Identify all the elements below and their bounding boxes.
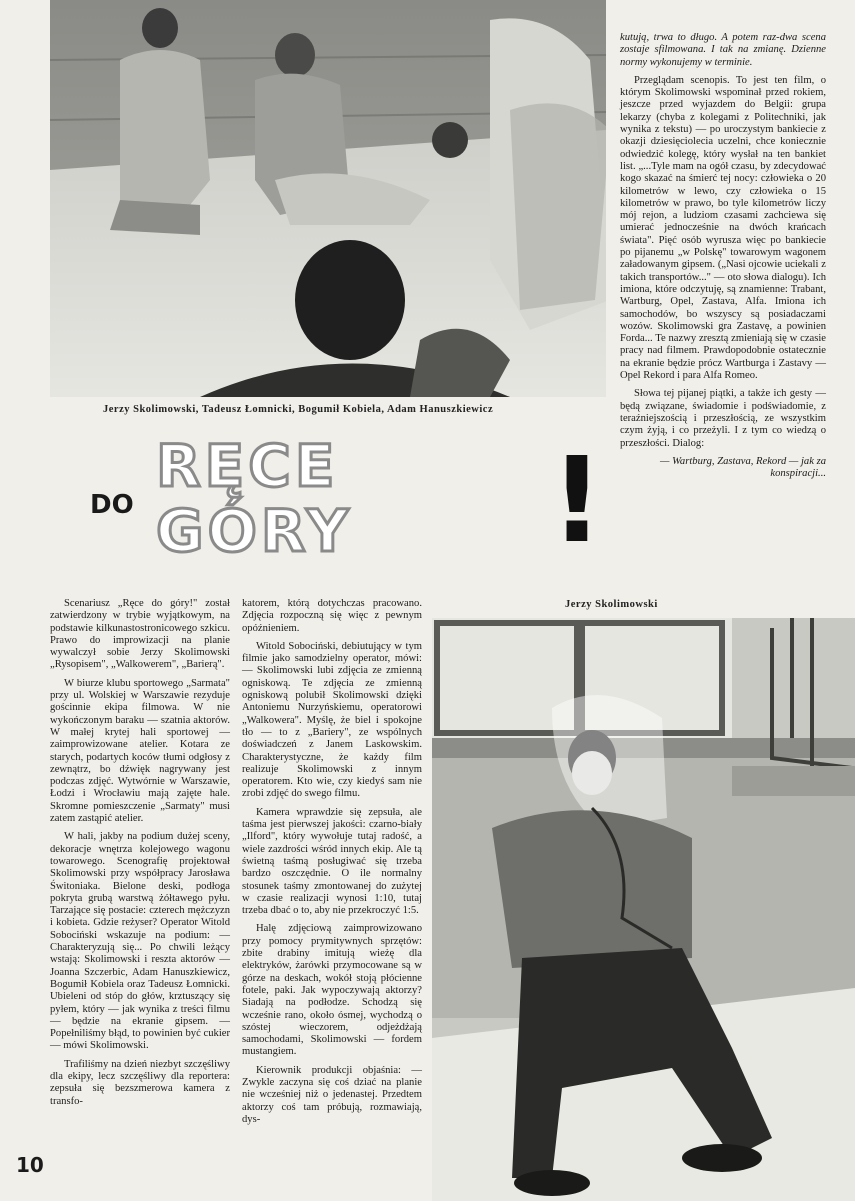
page-number: 10: [16, 1153, 44, 1177]
title-connector: DO: [90, 490, 134, 520]
col1-para-3: W hali, jakby na podium dużej sceny, dekoracje wnętrza kolejowego wagonu towarowego. Scenografię projektował Skolimowski przy współpracy Jarosława Świtoniaka. Bielone deski, podłoga pokryta grubą warstwą żółtawego pyłu. Tarzające się postacie: czterech mężczyzn i kobieta. Gdzie reżyser? Operator Witold Sobociński wskazuje na podium: — Charakteryzują się... Po chwili leżący wstają: Skolimowski i reszta aktorów — Joanna Szczerbic, Adam Hanuszkiewicz, Bogumił Kobiela oraz Tadeusz Łomnicki. Ubieleni od stóp do głów, krztuszący się pyłem, który — jak wynika z treści filmu — będzie na ekranie gipsem. — Popełniliśmy błąd, to powinien być cukier — mówi Skolimowski.: [50, 831, 230, 1052]
body-column-1: [50, 598, 230, 1114]
col1-para-2: W biurze klubu sportowego „Sarmata" przy ul. Wolskiej w Warszawie rezyduje gościnnie ekipa filmowa. W nie wykończonym baraku — szatnia aktorów. W małej krytej hali sportowej — zaimprowizowane atelier. Kotara ze starych, podartych koców tłumi odgłosy z zewnątrz, bo dźwięk nagrywany jest podczas zdjęć. Wytwórnie w Warszawie, Łodzi i Wrocławiu mają zajęte hale. Skromne pomieszczenie „Sarmaty" musi zatem zastąpić atelier.: [50, 677, 230, 825]
right-photo: [432, 618, 855, 1201]
top-photo: [50, 0, 606, 397]
col2-para-4: Halę zdjęciową zaimprowizowano przy pomocy prymitywnych sprzętów: zbite drabiny imitują wieżę dla elektryków, żarówki przymocowane są w górze na deskach, wokół stoją płócienne fotele, paki. Jak wypoczywają aktorzy? Siadają na podłodze. Schodzą się wcześnie rano, około ósmej, wychodzą o szóstej wieczorem, odjeżdżają samochodami, Skolimowski — fordem mustangiem.: [242, 923, 422, 1058]
right-para-3: Słowa tej pijanej piątki, a także ich gesty — będą związane, świadomie i podświadomie, z teraźniejszością i przeszłością, ze wszystkim czym żyją, i co przeżyli. I z tym co wiedzą o przeszłości. Dialog:: [620, 388, 826, 449]
right-upper-column: [620, 32, 826, 486]
right-para-4: — Wartburg, Zastava, Rekord — jak za konspiracji...: [660, 455, 826, 480]
col1-para-4: Trafiliśmy na dzień niezbyt szczęśliwy dla ekipy, lecz szczęśliwy dla reportera: zepsuła się bezszmerowa kamera z transfo-: [50, 1058, 230, 1107]
top-photo-image: [50, 0, 606, 397]
col2-para-1: katorem, którą dotychczas pracowano. Zdjęcia rozpoczną się więc z pewnym opóźnieniem.: [242, 598, 422, 634]
right-para-1: kutują, trwa to długo. A potem raz-dwa scena zostaje sfilmowana. I tak na zmianę. Dzienne normy wykonujemy w terminie.: [620, 32, 826, 68]
top-photo-caption: Jerzy Skolimowski, Tadeusz Łomnicki, Bogumił Kobiela, Adam Hanuszkiewicz: [103, 404, 494, 415]
col2-para-5: Kierownik produkcji objaśnia: — Zwykle zaczyna się coś dziać na planie nie wcześniej niż o jedenastej. Przedtem aktorzy coś tam próbują, rozmawiają, dys-: [242, 1064, 422, 1125]
col1-para-1: Scenariusz „Ręce do góry!" został zatwierdzony w trybie wyjątkowym, na podstawie kilkunastostronicowego szkicu. Prawo do improwizacji na planie wywalczył sobie Jerzy Skolimowski „Rysopisem", „Walkowerem", „Barierą".: [50, 598, 230, 671]
title-word-gory: GÓRY: [156, 497, 353, 565]
col2-para-3: Kamera wprawdzie się zepsuła, ale taśma jest pierwszej jakości: czarno-biały „Ilford", który wywołuje tutaj radość, a wiele zazdrości wśród innych ekip. Ale tą świetną taśmą posługiwać się trzeba bardzo oszczędnie. O ile normalny stosunek taśmy zmontowanej do zużytej w czasie realizacji wynosi 1:10, tutaj trzeba dbać o to, aby nie przekroczyć 1:5.: [242, 806, 422, 917]
col2-para-2: Witold Sobociński, debiutujący w tym filmie jako samodzielny operator, mówi: — Skolimowski lubi zdjęcia ze zmienną ogniskową. Te zdjęcia ze zmienną ogniskową polubił Skolimowski dzięki Antoniemu Nurzyńskiemu, operatorowi „Walkowera". Myślę, że biel i spokojne tło — to z „Bariery", ze wspólnych doświadczeń z Janem Laskowskim. Charakterystyczne, że każdy film realizuje Skolimowski z innym operatorem. Kto wie, czy kiedyś sam nie zrobi zdjęć do swego filmu.: [242, 640, 422, 800]
right-para-2: Przeglądam scenopis. To jest ten film, o którym Skolimowski wspominał przed rokiem, jeszcze przed wyjazdem do Belgii: grupa lekarzy (chyba z kolegami z Politechniki, jak wynika z tekstu) — po uroczystym bankiecie z okazji dziesięciolecia uczelni, chce koniecznie odwiedzić kolegę, który wysłał na ten bankiet list. „...Tyle mam na ogół czasu, by zdecydować kogo skazać na śmierć tej nocy: człowieka o 20 kilometrów w lewo, czy człowieka o 15 kilometrów w prawo, bo tyle kilometrów liczy mój rejon, a ludziom czasami zachciewa się umierać jednocześnie na dwóch krańcach świata". Pięć osób wyrusza więc po bankiecie po pijanemu „w Polskę" towarowym wagonem załadowanym gipsem. („Nasi ojcowie uciekali z takich transportów..." — oto słowa dialogu). Ich imiona, które odczytuję, są znamienne: Trabant, Wartburg, Opel, Zastava, Alfa. Imiona ich samochodów, bo wszyscy są posiadaczami wozów. Skolimowski gra Zastavę, a powinien Forda... Te nazwy zresztą zmieniają się w czasie pracy nad filmem. Prawdopodobnie ostatecznie na ekranie będzie prócz Wartburga i Zastavy — Opel Rekord i para Alfa Romeo.: [620, 74, 826, 382]
right-photo-caption: Jerzy Skolimowski: [565, 599, 658, 610]
title-word-rece: RĘCE: [156, 432, 339, 500]
title-exclamation: !: [550, 431, 604, 569]
right-photo-image: [432, 618, 855, 1201]
body-column-2: [242, 598, 422, 1132]
